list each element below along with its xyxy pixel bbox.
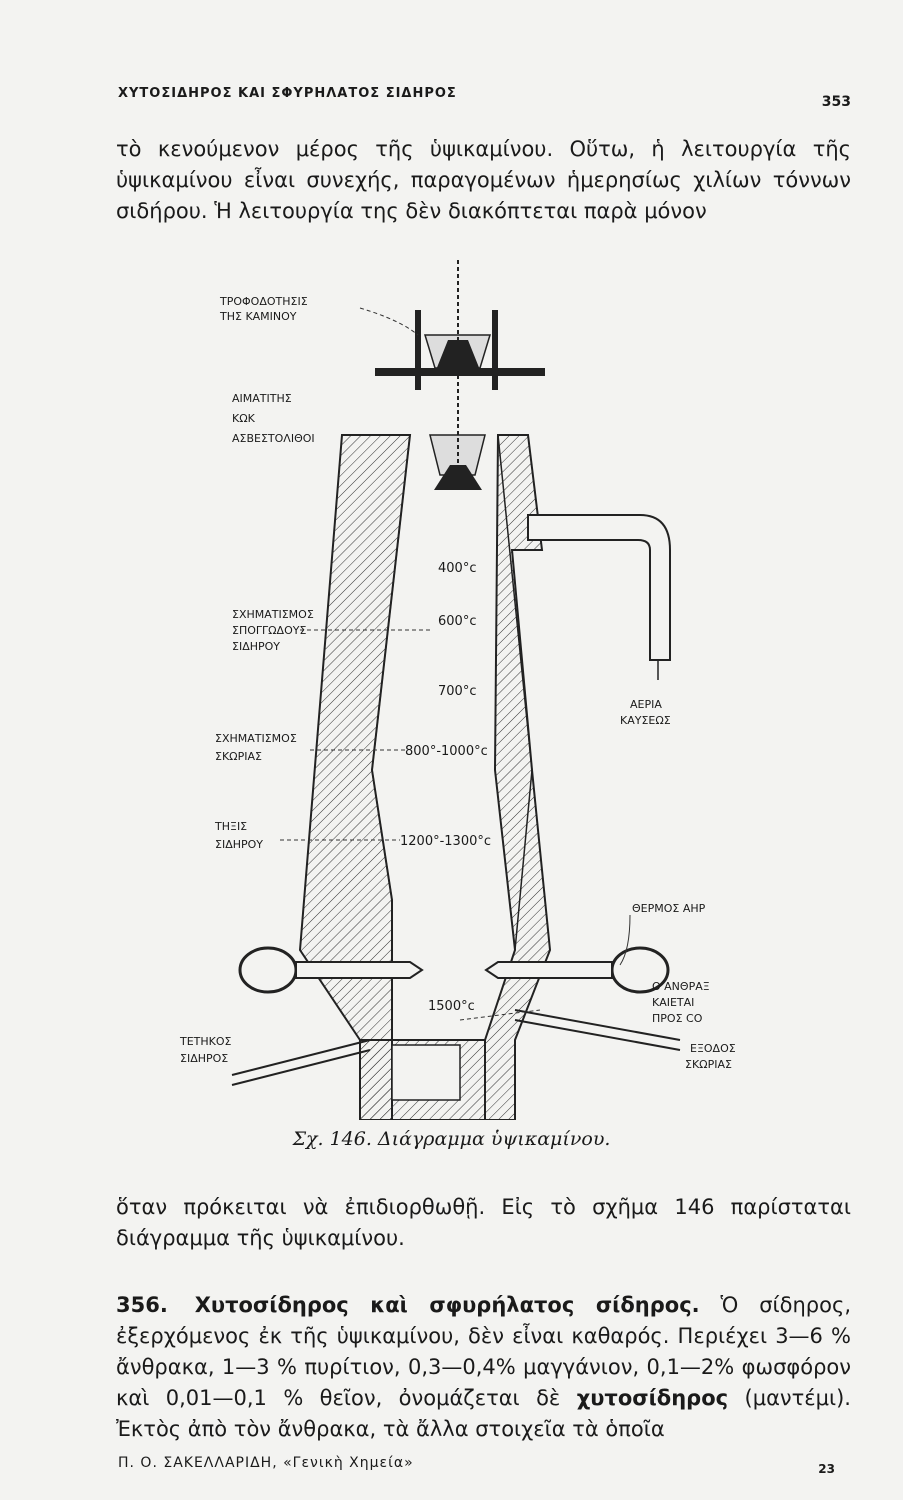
temp-1200: 1200°-1300°c: [400, 834, 492, 849]
label-gas-2: ΚΑΥΣΕΩΣ: [620, 714, 671, 727]
label-charge-1: ΑΙΜΑΤΙΤΗΣ: [232, 392, 292, 405]
section-text-before: Ὁ σίδηρος, ἐξερχόμενος ἐκ τῆς ὑψικαμίνου, δὲν εἶναι καθαρός. Περιέχει 3—6 % ἄνθρακα, 1—3 % πυρίτιον, 0,3—0,4% μαγγάνιον, 0,1—2% φωσφόρον καὶ 0,01—0,1 % θεῖον, ὀνομάζεται δὲ: [116, 1293, 851, 1410]
label-charge-2: ΚΩΚ: [232, 412, 255, 425]
gas-offtake-pipe: [528, 515, 670, 660]
section-bold-term: χυτοσίδηρος: [576, 1386, 729, 1410]
label-charge-3: ΑΣΒΕΣΤΟΛΙΘΟΙ: [232, 432, 315, 445]
furnace-left-wall: [300, 435, 410, 1120]
label-carbon-3: ΠΡΟΣ CO: [652, 1012, 703, 1025]
temp-800: 800°-1000°c: [405, 744, 488, 759]
label-melt-1: ΤΗΞΙΣ: [215, 820, 248, 833]
section-text-after: (μαντέμι). Ἐκτὸς ἀπὸ τὸν ἄνθρακα, τὰ ἄλλα στοιχεῖα τὰ ὁποῖα: [116, 1386, 851, 1441]
figure-caption: Σχ. 146. Διάγραμμα ὑψικαμίνου.: [292, 1128, 611, 1150]
label-slag-form-1: ΣΧΗΜΑΤΙΣΜΟΣ: [215, 732, 297, 745]
label-feed-2: ΤΗΣ ΚΑΜΙΝΟΥ: [220, 310, 297, 323]
running-title: ΧΥΤΟΣΙΔΗΡΟΣ ΚΑΙ ΣΦΥΡΗΛΑΤΟΣ ΣΙΔΗΡΟΣ: [118, 86, 457, 101]
label-gas-1: ΑΕΡΙΑ: [630, 698, 662, 711]
page-number: 353: [821, 94, 851, 110]
label-melt-2: ΣΙΔΗΡΟΥ: [215, 838, 264, 851]
paragraph-2: ὅταν πρόκειται νὰ ἐπιδιορθωθῇ. Εἰς τὸ σχῆμα 146 παρίσταται διάγραμμα τῆς ὑψικαμίνου.: [116, 1195, 851, 1250]
label-feed-1: ΤΡΟΦΟΔΟΤΗΣΙΣ: [220, 295, 308, 308]
furnace-hearth-inner: [392, 1045, 460, 1100]
left-hot-blast-ring: [240, 948, 296, 992]
label-sponge-3: ΣΙΔΗΡΟΥ: [232, 640, 281, 653]
label-molten-2: ΣΙΔΗΡΟΣ: [180, 1052, 229, 1065]
section-number: 356.: [116, 1293, 168, 1317]
label-sponge-1: ΣΧΗΜΑΤΙΣΜΟΣ: [232, 608, 314, 621]
temp-1500: 1500°c: [428, 999, 475, 1014]
label-slag-out-2: ΣΚΩΡΙΑΣ: [685, 1058, 732, 1071]
label-sponge-2: ΣΠΟΓΓΩΔΟΥΣ: [232, 624, 307, 637]
printer-signature: 23: [818, 1462, 835, 1476]
label-slag-out-1: ΕΞΟΔΟΣ: [690, 1042, 736, 1055]
section-356: [116, 1290, 851, 1445]
section-title: Χυτοσίδηρος καὶ σφυρήλατος σίδηρος.: [194, 1293, 700, 1317]
label-carbon-2: ΚΑΙΕΤΑΙ: [652, 996, 695, 1009]
temp-400: 400°c: [438, 561, 477, 576]
label-hot-air: ΘΕΡΜΟΣ ΑΗΡ: [632, 902, 706, 915]
paragraph-1: τὸ κενούμενον μέρος τῆς ὑψικαμίνου. Οὕτω, ἡ λειτουργία τῆς ὑψικαμίνου εἶναι συνεχής, παραγομένων ἡμερησίως χιλίων τόννων σιδήρου. Ἡ λειτουργία της δὲν διακόπτεται παρὰ μόνον: [116, 137, 851, 223]
temp-600: 600°c: [438, 614, 477, 629]
footer-credit: Π. Ο. ΣΑΚΕΛΛΑΡΙΔΗ, «Γενικὴ Χημεία»: [118, 1455, 414, 1471]
label-carbon-1: Ο ΑΝΘΡΑΞ: [652, 980, 710, 993]
label-molten-1: ΤΕΤΗΚΟΣ: [180, 1035, 232, 1048]
blast-furnace-diagram: [160, 250, 860, 1120]
label-slag-form-2: ΣΚΩΡΙΑΣ: [215, 750, 262, 763]
furnace-svg: [160, 250, 860, 1120]
temp-700: 700°c: [438, 684, 477, 699]
